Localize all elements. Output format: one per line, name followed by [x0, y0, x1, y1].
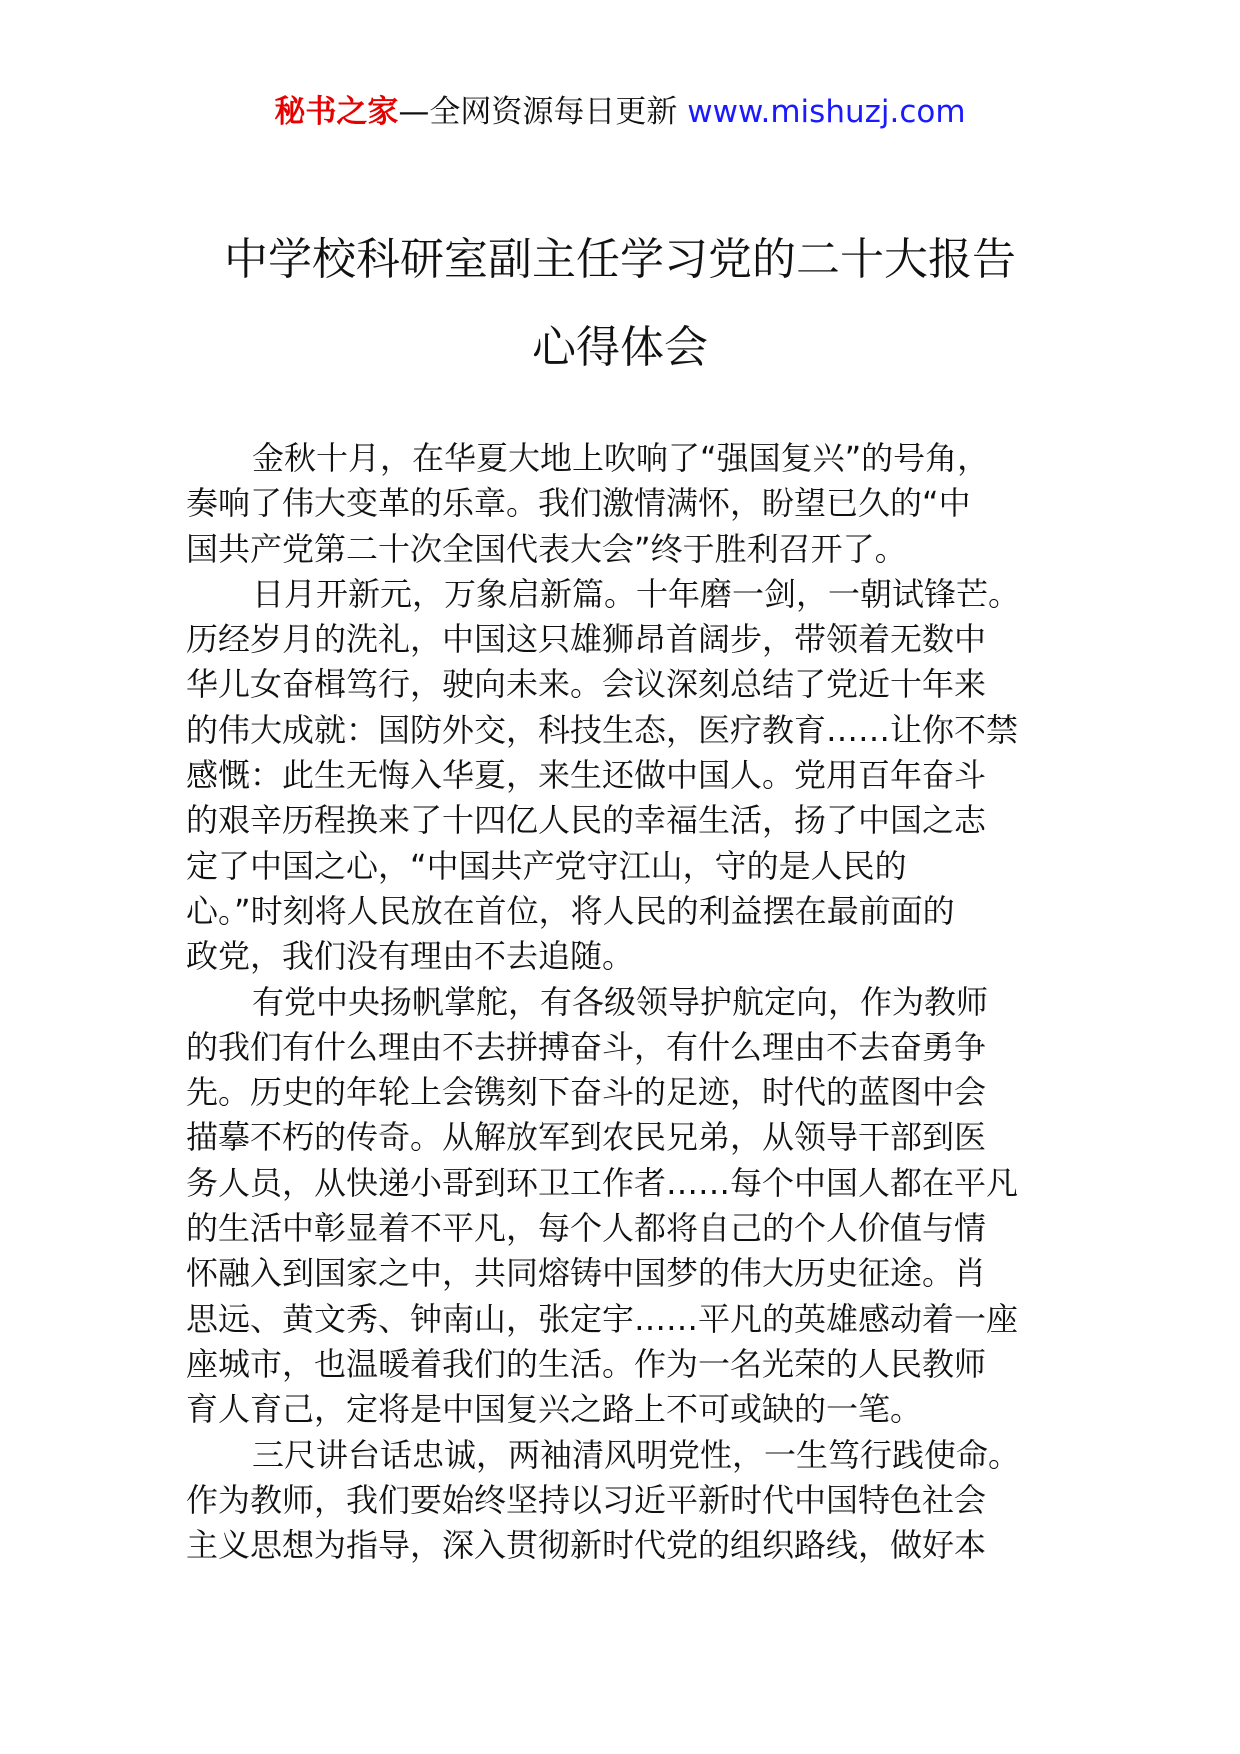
body-text-line: 三尺讲台话忠诚，两袖清风明党性，一生笃行践使命。 [252, 1435, 1021, 1474]
body-text-line: 的生活中彰显着不平凡，每个人都将自己的个人价值与情 [186, 1209, 987, 1248]
body-text-line: 有党中央扬帆掌舵，有各级领导护航定向，作为教师 [252, 982, 989, 1021]
body-text-line: 的我们有什么理由不去拼搏奋斗，有什么理由不去奋勇争 [186, 1027, 987, 1066]
body-text-line: 描摹不朽的传奇。从解放军到农民兄弟，从领导干部到医 [186, 1118, 987, 1157]
body-text-line: 华儿女奋楫笃行，驶向未来。会议深刻总结了党近十年来 [186, 665, 987, 704]
body-text-line: 的艰辛历程换来了十四亿人民的幸福生活，扬了中国之志 [186, 801, 987, 840]
body-text-line: 思远、黄文秀、钟南山，张定宇……平凡的英雄感动着一座 [186, 1299, 1019, 1338]
body-text-line: 育人育己，定将是中国复兴之路上不可或缺的一笔。 [186, 1390, 923, 1429]
header-url-link[interactable]: www.mishuzj.com [687, 94, 966, 130]
body-text-line: 怀融入到国家之中，共同熔铸中国梦的伟大历史征途。肖 [186, 1254, 987, 1293]
body-text-line: 心。”时刻将人民放在首位，将人民的利益摆在最前面的 [186, 891, 955, 930]
body-text-line: 的伟大成就：国防外交，科技生态，医疗教育……让你不禁 [186, 710, 1019, 749]
body-text-line: 先。历史的年轮上会镌刻下奋斗的足迹，时代的蓝图中会 [186, 1073, 987, 1112]
body-text-line: 作为教师，我们要始终坚持以习近平新时代中国特色社会 [186, 1480, 987, 1519]
document-title-line-1: 中学校科研室副主任学习党的二十大报告 [224, 234, 1016, 285]
body-text-line: 奏响了伟大变革的乐章。我们激情满怀，盼望已久的“中 [186, 484, 971, 523]
body-text-line: 主义思想为指导，深入贯彻新时代党的组织路线，做好本 [186, 1526, 987, 1565]
body-text-line: 国共产党第二十次全国代表大会”终于胜利召开了。 [186, 529, 907, 568]
body-text-line: 感慨：此生无悔入华夏，来生还做中国人。党用百年奋斗 [186, 756, 987, 795]
header-brand: 秘书之家 [274, 94, 399, 130]
site-header [0, 92, 1240, 132]
body-text-line: 金秋十月，在华夏大地上吹响了“强国复兴”的号角， [252, 439, 990, 477]
body-text-line: 定了中国之心，“中国共产党守江山，守的是人民的 [186, 846, 907, 885]
body-text-line: 日月开新元，万象启新篇。十年磨一剑，一朝试锋芒。 [252, 574, 1021, 613]
body-text-line: 务人员，从快递小哥到环卫工作者……每个中国人都在平凡 [186, 1163, 1019, 1202]
header-slogan: —全网资源每日更新 [398, 94, 688, 130]
document-title-line-2: 心得体会 [532, 322, 708, 373]
document-body [186, 436, 1071, 1568]
body-text-line: 政党，我们没有理由不去追随。 [186, 937, 635, 976]
body-text-line: 座城市，也温暖着我们的生活。作为一名光荣的人民教师 [186, 1344, 987, 1383]
body-text-line: 历经岁月的洗礼，中国这只雄狮昂首阔步，带领着无数中 [186, 620, 987, 659]
